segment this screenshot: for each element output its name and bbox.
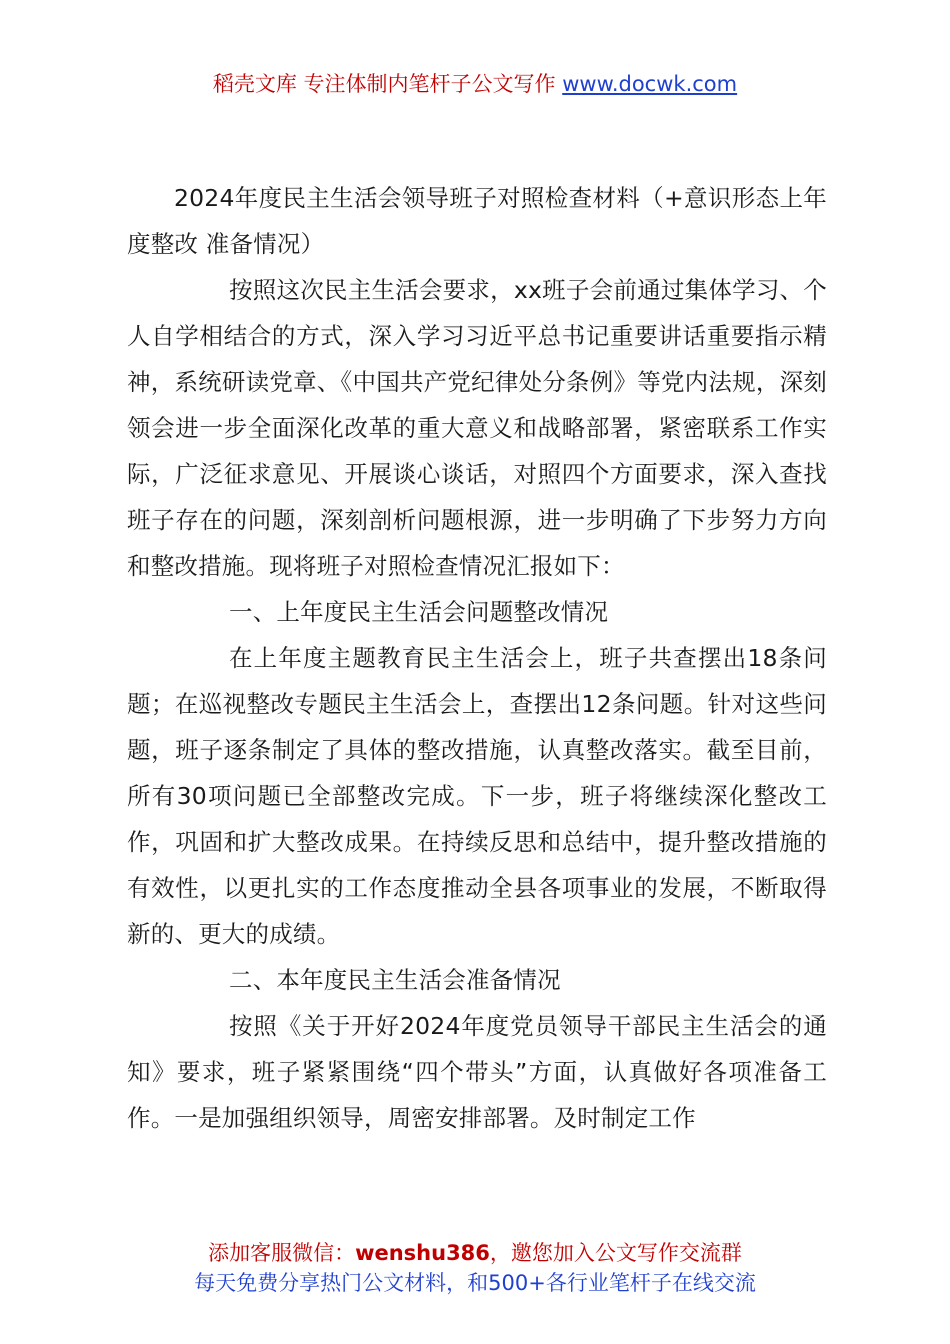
document-body [127,175,827,1141]
section-2-heading: 二、本年度民主生活会准备情况 [229,966,561,994]
intro-paragraph: 按照这次民主生活会要求，xx班子会前通过集体学习、个人自学相结合的方式，深入学习习近平总书记重要讲话重要指示精神，系统研读党章、《中国共产党纪律处分条例》等党内法规，深刻领会进一步全面深化改革的重大意义和战略部署，紧密联系工作实际，广泛征求意见、开展谈心谈话，对照四个方面要求，深入查找班子存在的问题，深刻剖析问题根源，进一步明确了下步努力方向和整改措施。现将班子对照检查情况汇报如下： [127,276,827,580]
section-2-paragraph: 按照《关于开好2024年度党员领导干部民主生活会的通知》要求，班子紧紧围绕“四个带头”方面，认真做好各项准备工作。一是加强组织领导，周密安排部署。及时制定工作 [127,1012,827,1132]
footer-contact-prefix: 添加客服微信： [208,1241,356,1265]
document-title: 2024年度民主生活会领导班子对照检查材料（+意识形态上年度整改 准备情况） [127,184,827,258]
footer-contact-suffix: ，邀您加入公文写作交流群 [489,1241,742,1265]
page-header [0,68,950,100]
footer-contact-line [0,1238,950,1268]
section-1-heading: 一、上年度民主生活会问题整改情况 [229,598,609,626]
wechat-id: wenshu386 [355,1241,490,1265]
site-link[interactable]: www.docwk.com [562,72,738,96]
header-brand-text: 稻壳文库 专注体制内笔杆子公文写作 [212,72,563,96]
footer-promo-line: 每天免费分享热门公文材料，和500+各行业笔杆子在线交流 [194,1271,756,1295]
section-1-paragraph: 在上年度主题教育民主生活会上，班子共查摆出18条问题；在巡视整改专题民主生活会上，查摆出12条问题。针对这些问题，班子逐条制定了具体的整改措施，认真整改落实。截至目前，所有30项问题已全部整改完成。下一步，班子将继续深化整改工作，巩固和扩大整改成果。在持续反思和总结中，提升整改措施的有效性，以更扎实的工作态度推动全县各项事业的发展，不断取得新的、更大的成绩。 [127,644,827,948]
page-footer [0,1238,950,1298]
